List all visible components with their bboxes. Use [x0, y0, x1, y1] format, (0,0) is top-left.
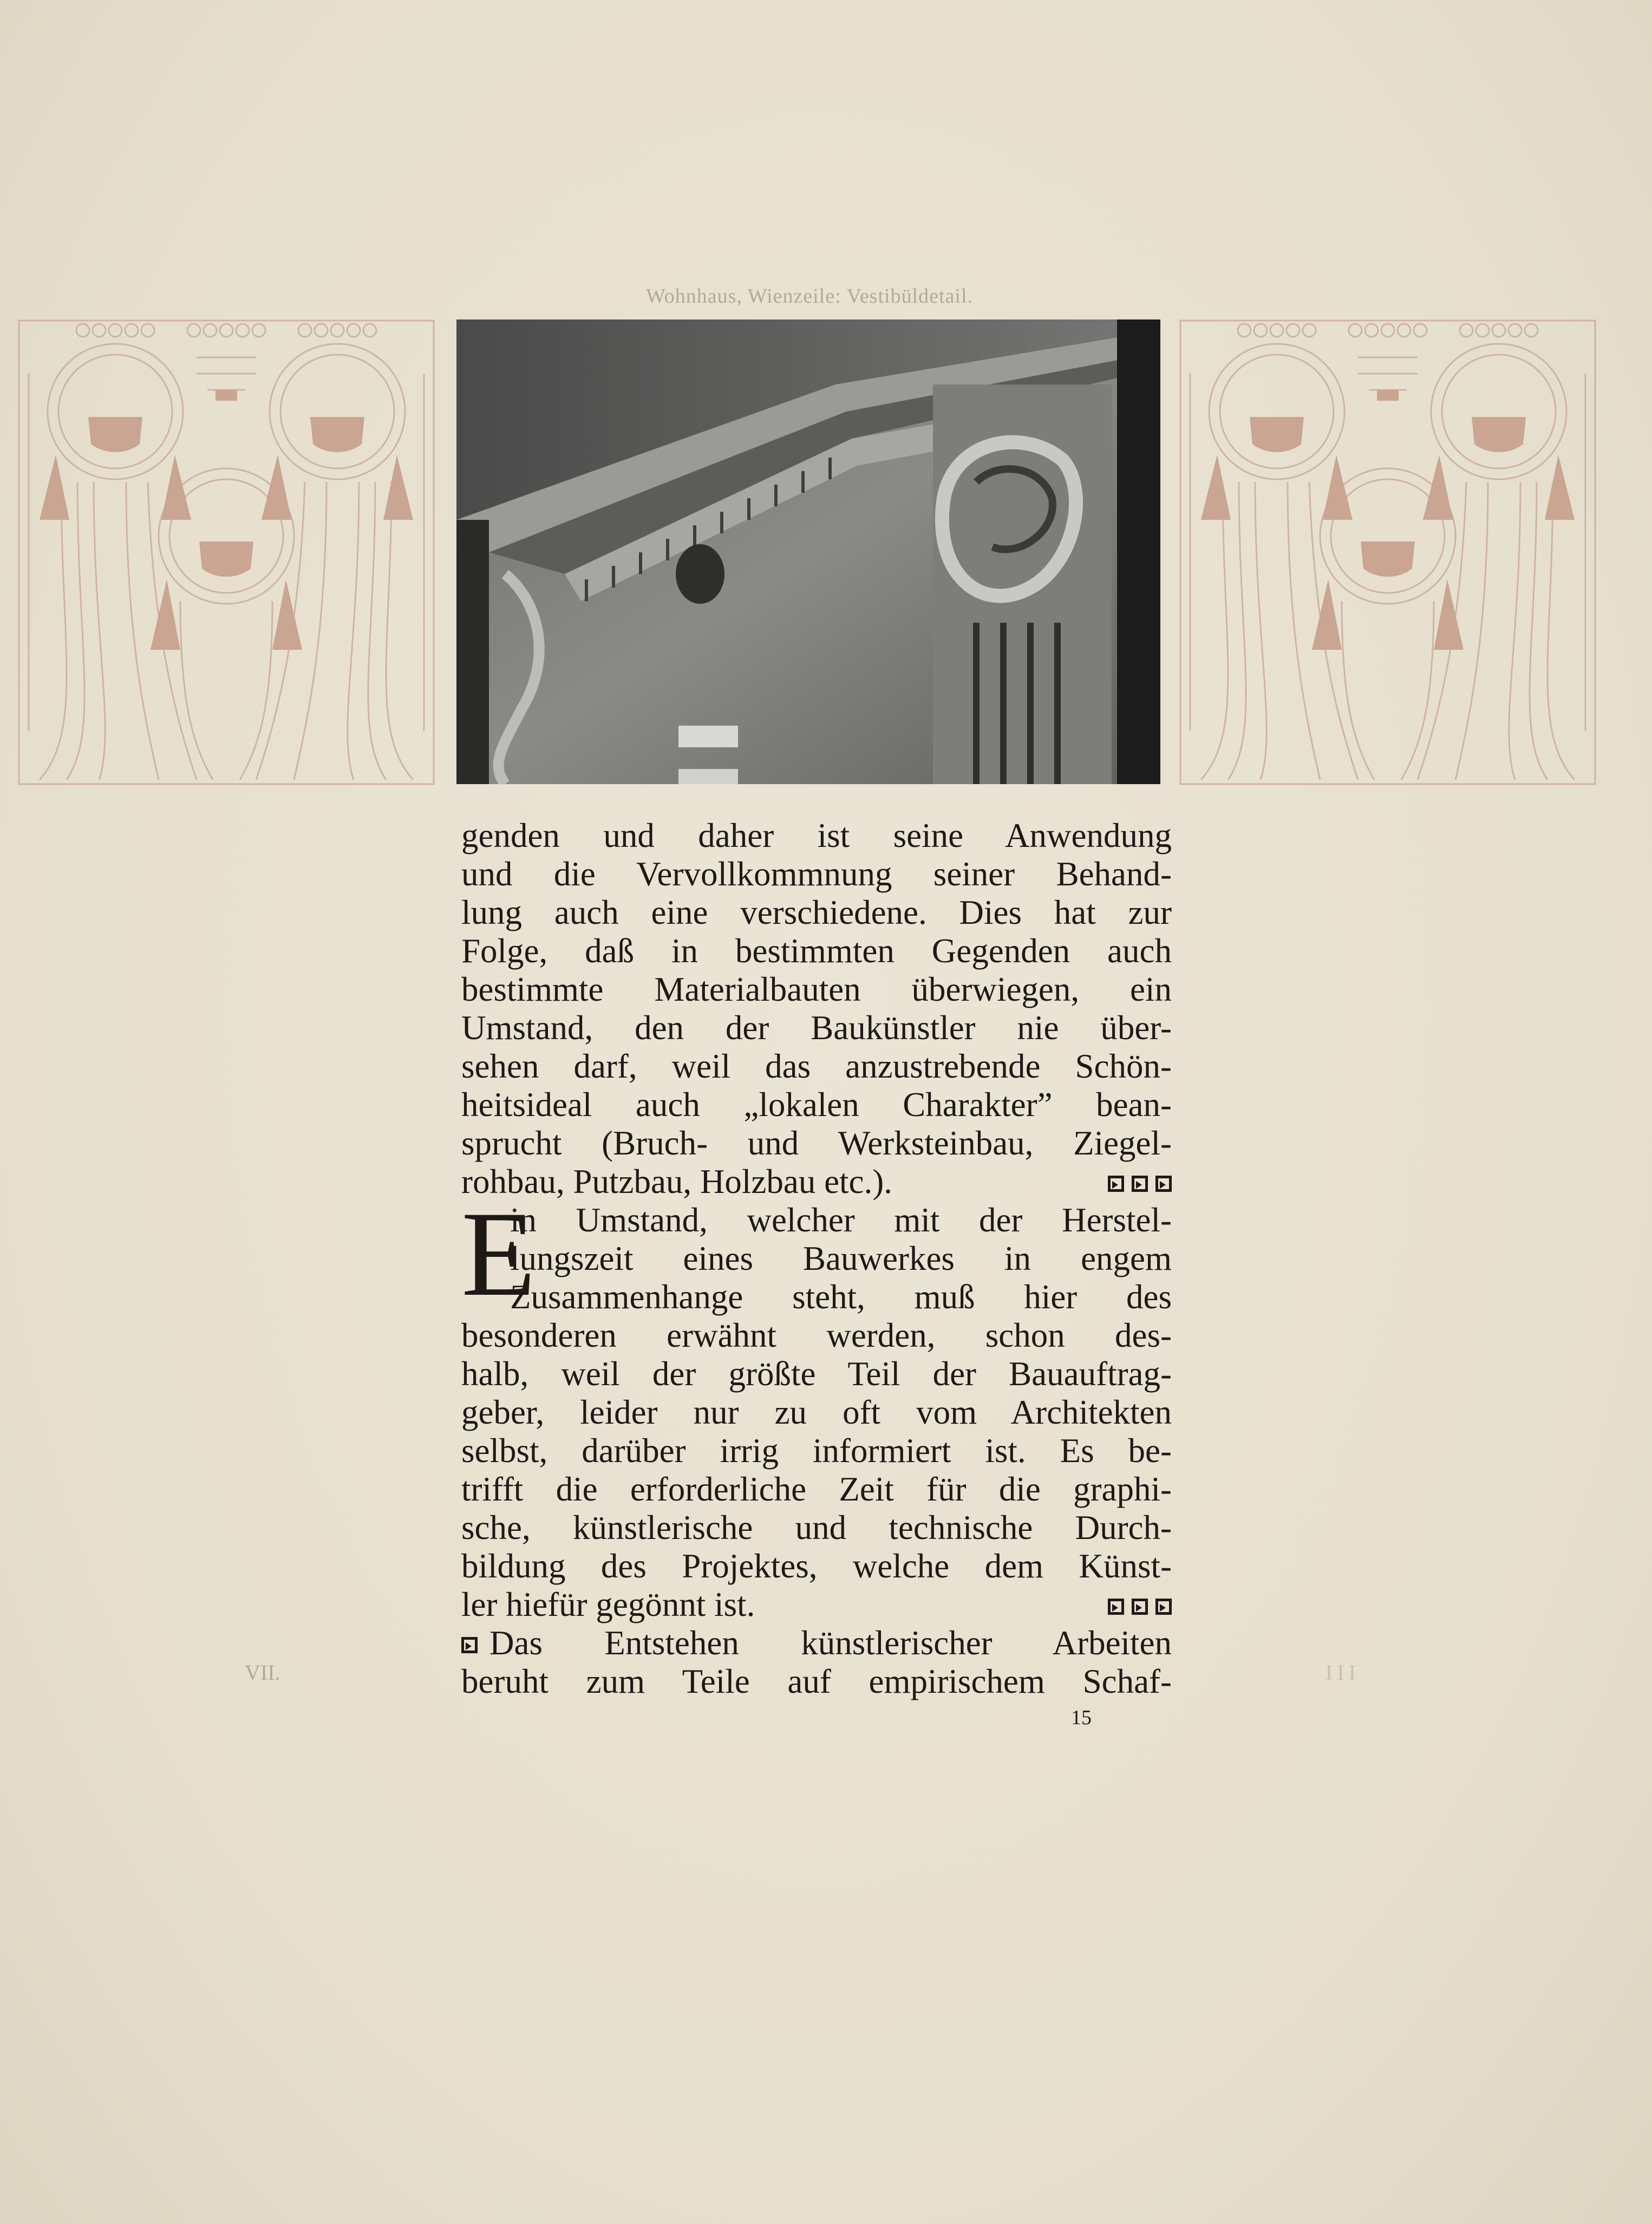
text-line: lungszeit eines Bauwerkes in engem [510, 1240, 1172, 1277]
square-arrow-icon [461, 1637, 478, 1653]
text-line: sehen darf, weil das anzustrebende Schön- [461, 1047, 1172, 1085]
drop-cap-letter: E [461, 1186, 536, 1321]
vestibule-photo [456, 319, 1160, 784]
text-line: bildung des Projektes, welche dem Künst- [461, 1547, 1172, 1585]
text-line: Umstand, den der Baukünstler nie über- [461, 1009, 1172, 1047]
text-line: bestimmte Materialbauten überwiegen, ein [461, 970, 1172, 1008]
square-arrow-icon [1155, 1176, 1172, 1192]
margin-signature-right: III [1325, 1660, 1360, 1685]
text-line: heitsideal auch „lokalen Charakter” bean- [461, 1086, 1172, 1124]
margin-signature-left: VII. [245, 1660, 280, 1685]
text-line: und die Vervollkommnung seiner Behand- [461, 855, 1172, 893]
drop-cap [461, 1186, 536, 1321]
text-line-with-marks [461, 1163, 1172, 1201]
text-line: besonderen erwähnt werden, schon des- [461, 1316, 1172, 1354]
text-line: Folge, daß in bestimmten Gegenden auch [461, 932, 1172, 970]
square-arrow-icon [1108, 1599, 1124, 1615]
paragraph-end-marks [1100, 1163, 1172, 1201]
text-line: Das Entstehen künstlerischer Arbeiten [489, 1624, 1172, 1662]
square-arrow-icon [1132, 1176, 1148, 1192]
text-line: genden und daher ist seine Anwendung [461, 817, 1172, 855]
text-line: rohbau, Putzbau, Holzbau etc.). [461, 1163, 892, 1201]
ornament-panel-left [18, 319, 435, 785]
text-line: lung auch eine verschiedene. Dies hat zur [461, 893, 1172, 931]
text-line: sprucht (Bruch- und Werksteinbau, Ziegel- [461, 1124, 1172, 1162]
paragraph-end-marks [1100, 1586, 1172, 1624]
page-number: 15 [1071, 1706, 1092, 1729]
text-line: selbst, darüber irrig informiert ist. Es be- [461, 1432, 1172, 1470]
text-line: geber, leider nur zu oft vom Architekten [461, 1393, 1172, 1431]
ornament-panel-right [1179, 319, 1596, 785]
square-arrow-icon [1132, 1599, 1148, 1615]
text-line: in Umstand, welcher mit der Herstel- [510, 1201, 1172, 1239]
text-line: sche, künstlerische und technische Durch- [461, 1509, 1172, 1547]
square-arrow-icon [1155, 1599, 1172, 1615]
square-arrow-icon [1108, 1176, 1124, 1192]
body-text [461, 817, 1172, 1701]
text-line: halb, weil der größte Teil der Bauauftrag- [461, 1355, 1172, 1393]
text-line: trifft die erforderliche Zeit für die graphi- [461, 1470, 1172, 1508]
text-line-with-marks [461, 1586, 1172, 1624]
text-line: ler hiefür gegönnt ist. [461, 1586, 755, 1623]
text-line-with-lead-mark [461, 1624, 1172, 1662]
text-line: beruht zum Teile auf empirischem Schaf- [461, 1662, 1172, 1700]
text-line: Zusammenhange steht, muß hier des [510, 1278, 1172, 1316]
photo-caption: Wohnhaus, Wienzeile: Vestibüldetail. [645, 285, 974, 308]
